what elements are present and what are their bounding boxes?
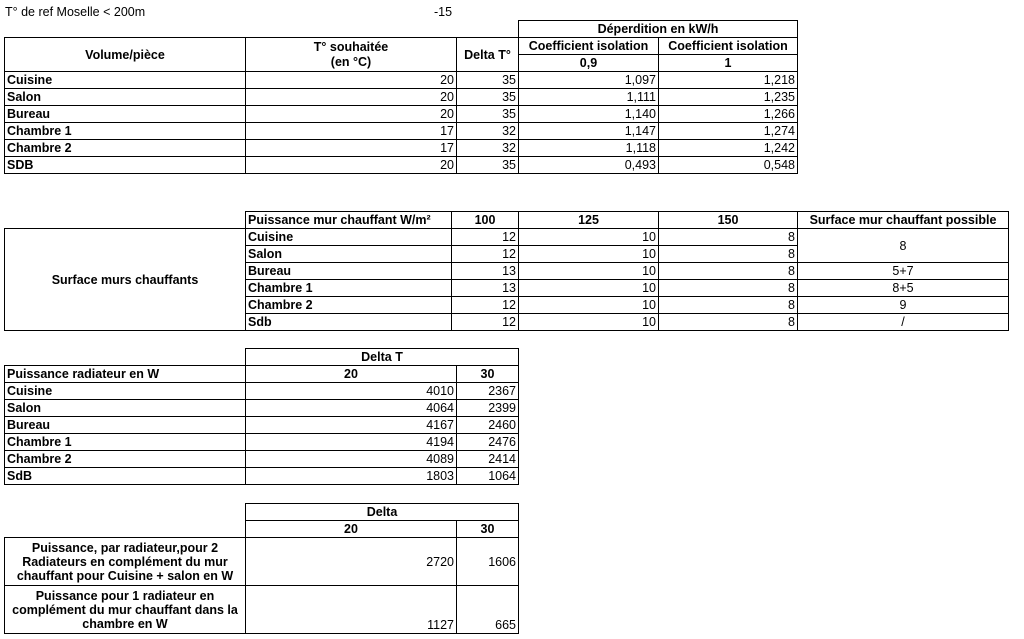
table-row: Cuisine 20 35 1,097 1,218 [5,72,798,89]
ref-temp-label: T° de ref Moselle < 200m [5,5,146,19]
table-row: Salon 20 35 1,111 1,235 [5,89,798,106]
heated-wall-table [4,211,1009,331]
col-radiator-label: Puissance radiateur en W [5,366,246,383]
col-150: 150 [659,212,798,229]
delta-header: Delta [246,504,519,521]
col-100: 100 [452,212,519,229]
table-row: Surface murs chauffants Cuisine 12 10 8 8 [5,229,1009,246]
table-row: Puissance pour 1 radiateur en complément du mur chauffant dans la chambre en W 1127 665 [5,586,519,634]
col-delta: Delta T° [457,38,519,72]
table-row: Chambre 2 12 10 8 9 [5,297,1009,314]
side-label: Surface murs chauffants [5,229,246,331]
table-row: Chambre 2 4089 2414 [5,451,519,468]
radiator-power-table [4,348,519,485]
col-30: 30 [457,366,519,383]
col-coef1: Coefficient isolation [519,38,659,55]
heat-loss-header: Déperdition en kW/h [519,21,798,38]
col-volume: Volume/pièce [5,38,246,72]
delta-t-header: Delta T [246,349,519,366]
col-coef2: Coefficient isolation [659,38,798,55]
table-row: Cuisine 4010 2367 [5,383,519,400]
table-row: SDB 20 35 0,493 0,548 [5,157,798,174]
table-row: Sdb 12 10 8 / [5,314,1009,331]
col-125: 125 [519,212,659,229]
complement-radiator-table [4,503,519,634]
col-surface: Surface mur chauffant possible [798,212,1009,229]
table-row: Puissance, par radiateur,pour 2 Radiateurs en complément du mur chauffant pour Cuisine + salon en W 2720 1606 [5,538,519,586]
col-20: 20 [246,521,457,538]
table-row: Chambre 2 17 32 1,118 1,242 [5,140,798,157]
table-row: Chambre 1 17 32 1,147 1,274 [5,123,798,140]
coef1-value: 0,9 [519,55,659,72]
table-row: Salon 12 10 8 [5,246,1009,263]
col-power: Puissance mur chauffant W/m² [246,212,452,229]
coef2-value: 1 [659,55,798,72]
col-30: 30 [457,521,519,538]
table-row: SdB 1803 1064 [5,468,519,485]
col-temp: T° souhaitée (en °C) [246,38,457,72]
table-row: Salon 4064 2399 [5,400,519,417]
surface-merged: 8 [798,229,1009,263]
heat-loss-table [4,20,798,174]
table-row: Chambre 1 13 10 8 8+5 [5,280,1009,297]
ref-temp-value: -15 [434,5,453,19]
table-row: Bureau 4167 2460 [5,417,519,434]
table-row: Bureau 13 10 8 5+7 [5,263,1009,280]
col-20: 20 [246,366,457,383]
table-row: Chambre 1 4194 2476 [5,434,519,451]
table-row: Bureau 20 35 1,140 1,266 [5,106,798,123]
